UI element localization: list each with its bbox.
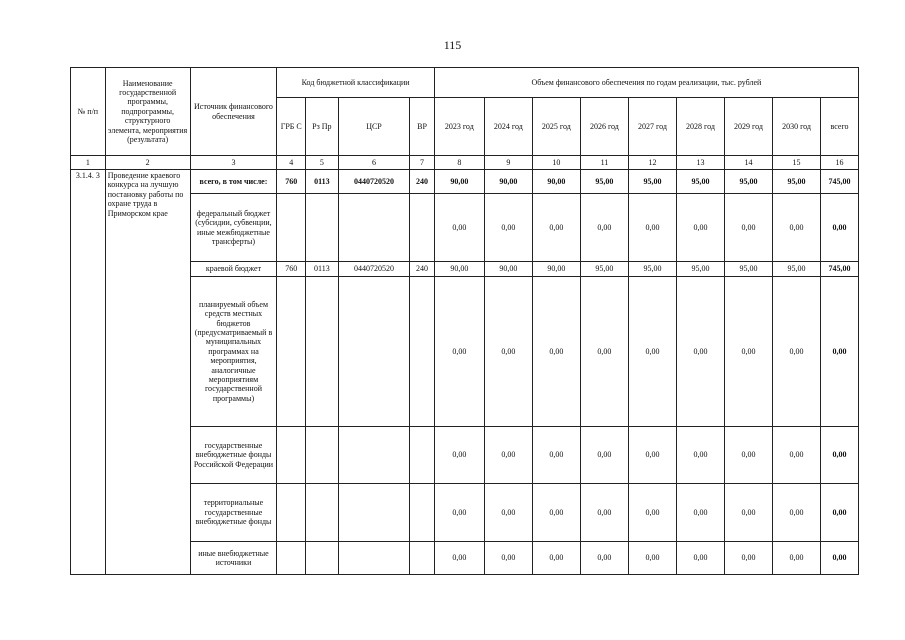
csr-code <box>338 542 410 575</box>
column-number: 13 <box>676 156 724 170</box>
column-number: 6 <box>338 156 410 170</box>
vr-code: 240 <box>410 170 435 194</box>
budget-table <box>70 67 859 575</box>
year-value: 0,00 <box>628 542 676 575</box>
header-year-col: 2029 год <box>725 98 773 156</box>
year-value: 95,00 <box>725 262 773 277</box>
year-value: 0,00 <box>484 542 532 575</box>
vr-code <box>410 277 435 427</box>
funding-source: территориальные государственные внебюджетные фонды <box>190 484 277 542</box>
header-col-source: Источник финансового обеспечения <box>190 68 277 156</box>
column-number: 11 <box>580 156 628 170</box>
year-value: 0,00 <box>725 542 773 575</box>
year-value: 0,00 <box>434 542 484 575</box>
csr-code <box>338 427 410 484</box>
year-value: 90,00 <box>532 262 580 277</box>
header-year-col: всего <box>821 98 859 156</box>
funding-source: федеральный бюджет (субсидии, субвенции, иные межбюджетные трансферты) <box>190 194 277 262</box>
funding-source: иные внебюджетные источники <box>190 542 277 575</box>
column-number: 8 <box>434 156 484 170</box>
year-value: 0,00 <box>773 484 821 542</box>
year-value: 90,00 <box>484 262 532 277</box>
year-value: 95,00 <box>773 170 821 194</box>
year-value: 0,00 <box>628 427 676 484</box>
header-col-name: Наименование государственной программы, подпрограммы, структурного элемента, мероприятия (результата) <box>105 68 190 156</box>
rzpr-code: 0113 <box>306 262 339 277</box>
year-value: 0,00 <box>773 427 821 484</box>
vr-code <box>410 542 435 575</box>
year-value: 0,00 <box>676 542 724 575</box>
header-code-col: ВР <box>410 98 435 156</box>
grbs-code <box>277 277 306 427</box>
column-number: 5 <box>306 156 339 170</box>
year-value: 0,00 <box>676 194 724 262</box>
year-value: 0,00 <box>434 277 484 427</box>
year-value: 0,00 <box>580 277 628 427</box>
year-value: 0,00 <box>676 427 724 484</box>
year-value: 95,00 <box>676 170 724 194</box>
csr-code: 0440720520 <box>338 262 410 277</box>
header-year-col: 2028 год <box>676 98 724 156</box>
year-value: 0,00 <box>532 194 580 262</box>
rzpr-code <box>306 194 339 262</box>
column-number: 4 <box>277 156 306 170</box>
column-number: 10 <box>532 156 580 170</box>
header-year-col: 2030 год <box>773 98 821 156</box>
year-value: 0,00 <box>725 427 773 484</box>
header-group-finance: Объем финансового обеспечения по годам реализации, тыс. рублей <box>434 68 858 98</box>
year-value: 0,00 <box>532 277 580 427</box>
rzpr-code: 0113 <box>306 170 339 194</box>
total-value: 745,00 <box>821 170 859 194</box>
year-value: 95,00 <box>580 262 628 277</box>
csr-code <box>338 277 410 427</box>
header-code-col: ЦСР <box>338 98 410 156</box>
year-value: 95,00 <box>628 262 676 277</box>
year-value: 0,00 <box>773 542 821 575</box>
rzpr-code <box>306 427 339 484</box>
year-value: 0,00 <box>580 427 628 484</box>
year-value: 90,00 <box>434 262 484 277</box>
year-value: 0,00 <box>676 484 724 542</box>
year-value: 0,00 <box>532 484 580 542</box>
year-value: 0,00 <box>532 542 580 575</box>
table-row <box>71 170 859 194</box>
year-value: 0,00 <box>628 484 676 542</box>
year-value: 90,00 <box>532 170 580 194</box>
column-number: 1 <box>71 156 106 170</box>
grbs-code <box>277 542 306 575</box>
year-value: 0,00 <box>434 427 484 484</box>
vr-code: 240 <box>410 262 435 277</box>
year-value: 0,00 <box>773 194 821 262</box>
header-year-col: 2027 год <box>628 98 676 156</box>
header-code-col: Рз Пр <box>306 98 339 156</box>
year-value: 95,00 <box>676 262 724 277</box>
year-value: 0,00 <box>484 427 532 484</box>
year-value: 0,00 <box>628 194 676 262</box>
column-number: 14 <box>725 156 773 170</box>
rzpr-code <box>306 277 339 427</box>
total-value: 0,00 <box>821 194 859 262</box>
total-value: 0,00 <box>821 427 859 484</box>
header-year-col: 2025 год <box>532 98 580 156</box>
funding-source: государственные внебюджетные фонды Российской Федерации <box>190 427 277 484</box>
year-value: 0,00 <box>484 484 532 542</box>
header-col-number: № п/п <box>71 68 106 156</box>
grbs-code: 760 <box>277 170 306 194</box>
column-number: 7 <box>410 156 435 170</box>
grbs-code <box>277 194 306 262</box>
funding-source: планируемый объем средств местных бюджетов (предусматриваемый в муниципальных программах на мероприятия, аналогичные мероприятиям государственной программы) <box>190 277 277 427</box>
column-number: 12 <box>628 156 676 170</box>
year-value: 0,00 <box>434 194 484 262</box>
item-name: Проведение краевого конкурса на лучшую постановку работы по охране труда в Приморском крае <box>105 170 190 575</box>
page-number: 115 <box>443 38 462 52</box>
year-value: 90,00 <box>434 170 484 194</box>
header-group-budget-code: Код бюджетной классификации <box>277 68 434 98</box>
header-year-col: 2026 год <box>580 98 628 156</box>
year-value: 0,00 <box>532 427 580 484</box>
grbs-code <box>277 484 306 542</box>
header-year-col: 2023 год <box>434 98 484 156</box>
csr-code <box>338 194 410 262</box>
total-value: 0,00 <box>821 542 859 575</box>
csr-code <box>338 484 410 542</box>
year-value: 95,00 <box>628 170 676 194</box>
header-code-col: ГРБ С <box>277 98 306 156</box>
year-value: 0,00 <box>580 484 628 542</box>
vr-code <box>410 484 435 542</box>
grbs-code <box>277 427 306 484</box>
year-value: 90,00 <box>484 170 532 194</box>
rzpr-code <box>306 542 339 575</box>
year-value: 0,00 <box>676 277 724 427</box>
year-value: 0,00 <box>773 277 821 427</box>
year-value: 95,00 <box>725 170 773 194</box>
grbs-code: 760 <box>277 262 306 277</box>
header-year-col: 2024 год <box>484 98 532 156</box>
year-value: 0,00 <box>725 484 773 542</box>
column-number: 3 <box>190 156 277 170</box>
column-number: 16 <box>821 156 859 170</box>
total-value: 0,00 <box>821 484 859 542</box>
funding-source: всего, в том числе: <box>190 170 277 194</box>
total-value: 745,00 <box>821 262 859 277</box>
csr-code: 0440720520 <box>338 170 410 194</box>
year-value: 0,00 <box>725 277 773 427</box>
year-value: 0,00 <box>725 194 773 262</box>
year-value: 95,00 <box>580 170 628 194</box>
column-number: 9 <box>484 156 532 170</box>
year-value: 95,00 <box>773 262 821 277</box>
vr-code <box>410 194 435 262</box>
year-value: 0,00 <box>434 484 484 542</box>
year-value: 0,00 <box>484 194 532 262</box>
column-number: 2 <box>105 156 190 170</box>
rzpr-code <box>306 484 339 542</box>
vr-code <box>410 427 435 484</box>
total-value: 0,00 <box>821 277 859 427</box>
item-number: 3.1.4. 3 <box>71 170 106 575</box>
year-value: 0,00 <box>628 277 676 427</box>
funding-source: краевой бюджет <box>190 262 277 277</box>
year-value: 0,00 <box>484 277 532 427</box>
year-value: 0,00 <box>580 194 628 262</box>
column-number: 15 <box>773 156 821 170</box>
year-value: 0,00 <box>580 542 628 575</box>
